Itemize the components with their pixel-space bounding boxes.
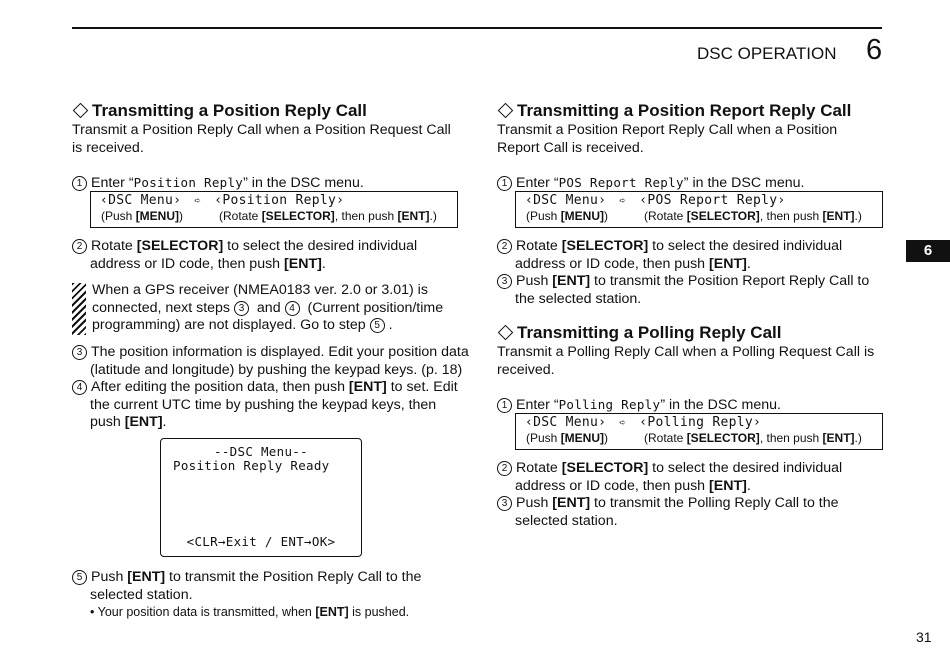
section-title: DSC OPERATION xyxy=(697,44,837,63)
chapter-number: 6 xyxy=(866,34,883,66)
page-number: 31 xyxy=(916,629,932,645)
step-2: 2 Rotate [SELECTOR] to select the desired individual address or ID code, then push [ENT]. xyxy=(497,460,842,495)
header-rule xyxy=(72,27,882,29)
step-number: 2 xyxy=(497,239,512,254)
diamond-icon xyxy=(73,103,89,119)
lcd-line-1: --DSC Menu-- xyxy=(214,444,308,459)
chapter-tab: 6 xyxy=(906,240,950,262)
step-number: 2 xyxy=(497,461,512,476)
menu-path-box: ‹DSC Menu› ➪ ‹POS Report Reply› (Push [MENU]) (Rotate [SELECTOR], then push [ENT].) xyxy=(515,191,883,228)
lcd-text: Polling Reply xyxy=(558,397,661,412)
intro-position-reply: Transmit a Position Reply Call when a Position Request Call is received. xyxy=(72,122,451,156)
lcd-screen xyxy=(160,438,362,557)
step-number: 1 xyxy=(497,176,512,191)
step-2: 2 Rotate [SELECTOR] to select the desired individual address or ID code, then push [ENT]. xyxy=(72,238,417,273)
heading-polling-reply: Transmitting a Polling Reply Call xyxy=(497,323,782,343)
step-1: 1 Enter “Position Reply” in the DSC menu. xyxy=(72,174,364,193)
step-number: 5 xyxy=(72,570,87,585)
step-2: 2 Rotate [SELECTOR] to select the desired individual address or ID code, then push [ENT]. xyxy=(497,238,842,273)
diamond-icon xyxy=(498,103,514,119)
step-number: 3 xyxy=(497,496,512,511)
step-3: 3 Push [ENT] to transmit the Polling Reply Call to the selected station. xyxy=(497,495,839,530)
step-3: 3 Push [ENT] to transmit the Position Report Reply Call to the selected station. xyxy=(497,273,869,308)
menu-path-box: ‹DSC Menu› ➪ ‹Polling Reply› (Push [MENU]) (Rotate [SELECTOR], then push [ENT].) xyxy=(515,413,883,450)
step-4: 4 After editing the position data, then push [ENT] to set. Edit the current UTC time by pushing the keypad keys, then push [ENT]. xyxy=(72,379,458,432)
step-number: 1 xyxy=(72,176,87,191)
step-number: 3 xyxy=(497,274,512,289)
step-5: 5 Push [ENT] to transmit the Position Reply Call to the selected station. • Your position data is transmitted, when [ENT] is pushed. xyxy=(72,569,421,622)
step-number: 2 xyxy=(72,239,87,254)
arrow-icon: ➪ xyxy=(194,194,202,207)
arrow-icon: ➪ xyxy=(619,416,627,429)
step-number: 4 xyxy=(72,380,87,395)
heading-position-report-reply: Transmitting a Position Report Reply Call xyxy=(497,101,851,121)
intro-polling-reply: Transmit a Polling Reply Call when a Polling Request Call is received. xyxy=(497,344,875,378)
diamond-icon xyxy=(498,325,514,341)
step-3: 3 The position information is displayed. Edit your position data (latitude and longitude) by pushing the keypad keys. (p. 18) xyxy=(72,344,469,379)
heading-position-reply: Transmitting a Position Reply Call xyxy=(72,101,367,121)
lcd-text: POS Report Reply xyxy=(558,175,684,190)
note-marker-icon xyxy=(72,283,86,335)
gps-note: When a GPS receiver (NMEA0183 ver. 2.0 or 3.01) is connected, next steps 3 and 4 (Current position/time programming) are not displayed. Go to step 5 . xyxy=(92,282,444,334)
lcd-line-2: Position Reply Ready xyxy=(173,458,330,473)
step-1: 1 Enter “Polling Reply” in the DSC menu. xyxy=(497,396,781,415)
menu-path-box: ‹DSC Menu› ➪ ‹Position Reply› (Push [MENU]) (Rotate [SELECTOR], then push [ENT].) xyxy=(90,191,458,228)
step-number: 3 xyxy=(72,345,87,360)
step-1: 1 Enter “POS Report Reply” in the DSC menu. xyxy=(497,174,804,193)
lcd-line-3: <CLR→Exit / ENT→OK> xyxy=(186,534,336,549)
lcd-text: Position Reply xyxy=(133,175,244,190)
arrow-icon: ➪ xyxy=(619,194,627,207)
step-number: 1 xyxy=(497,398,512,413)
bullet-note: • Your position data is transmitted, when [ENT] is pushed. xyxy=(90,605,410,620)
intro-position-report-reply: Transmit a Position Report Reply Call when a Position Report Call is received. xyxy=(497,122,838,156)
